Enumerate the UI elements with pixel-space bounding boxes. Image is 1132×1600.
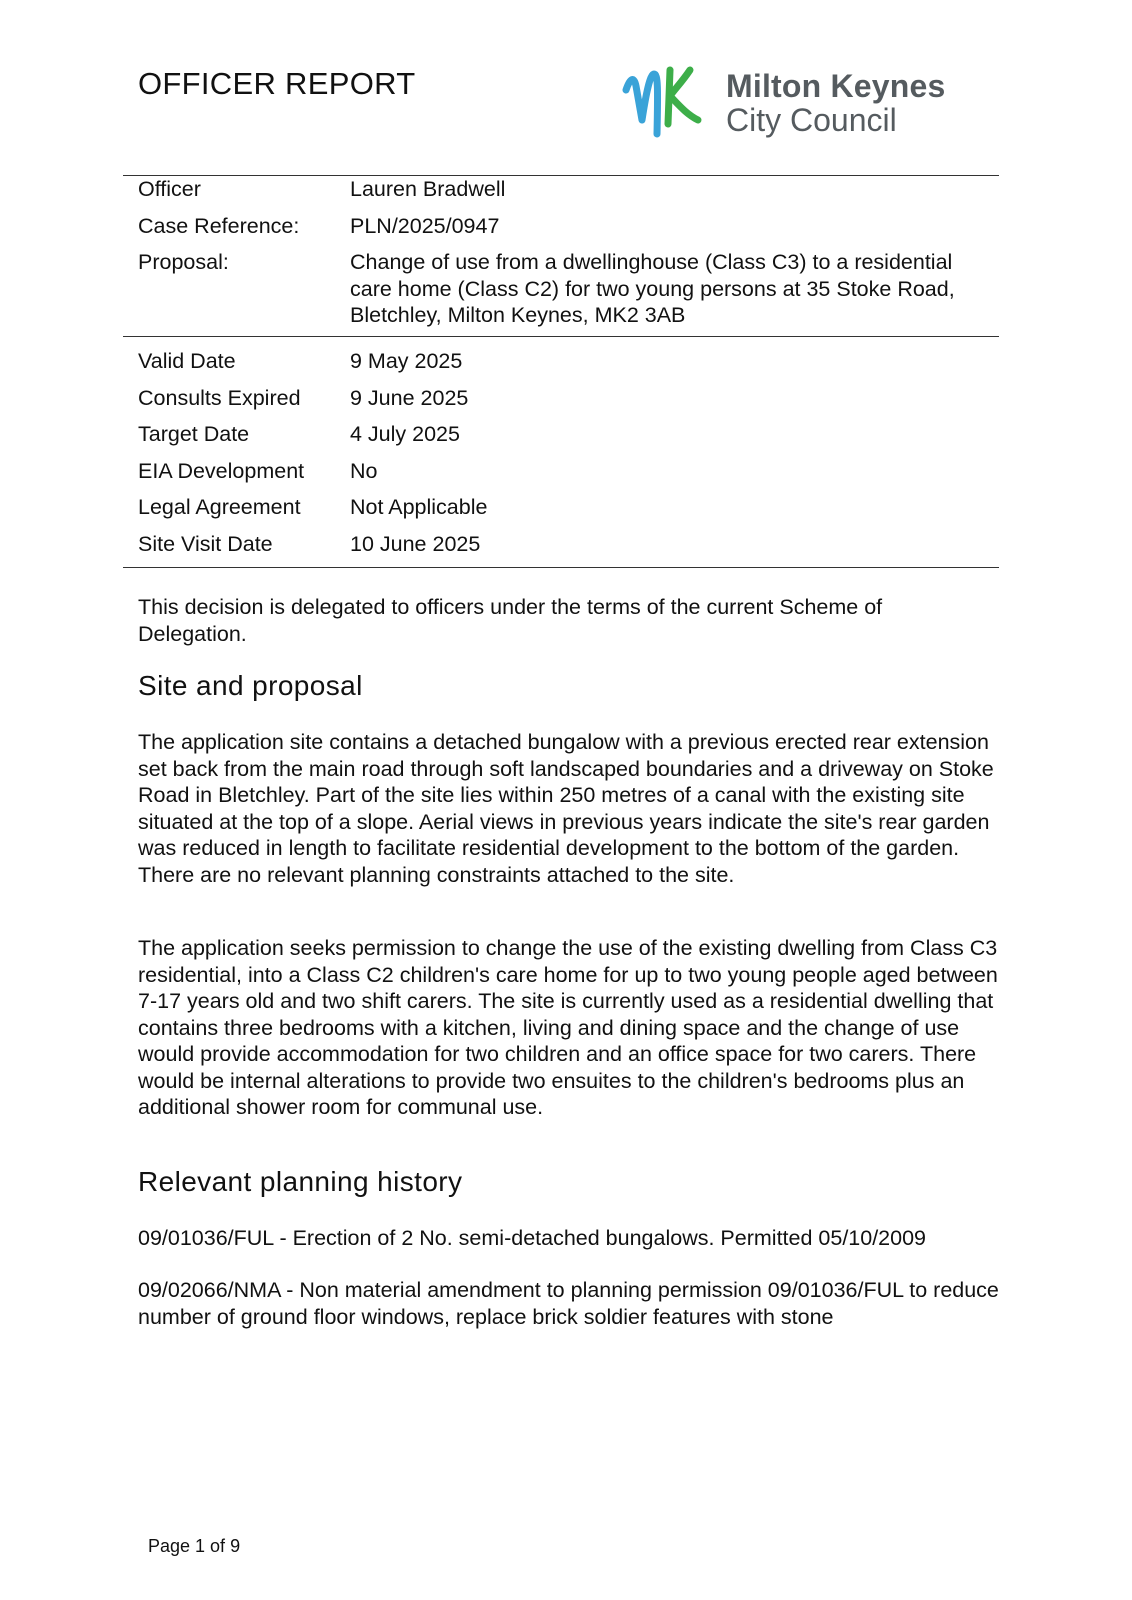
detail-value: Not Applicable: [350, 495, 488, 519]
detail-row: [138, 176, 990, 203]
detail-label: Valid Date: [138, 349, 236, 373]
divider: [123, 336, 999, 337]
history-item: 09/01036/FUL - Erection of 2 No. semi-detached bungalows. Permitted 05/10/2009: [138, 1226, 927, 1250]
detail-value: Change of use from a dwellinghouse (Class C3) to a residential care home (Class C2) for two young persons at 35 Stoke Road, Bletchley, Milton Keynes, MK2 3AB: [350, 250, 955, 327]
case-details: [138, 176, 990, 329]
detail-row: [138, 531, 990, 558]
delegation-statement: This decision is delegated to officers under the terms of the current Scheme of Delegation.: [138, 595, 883, 646]
detail-row: [138, 421, 990, 448]
detail-value: 9 June 2025: [350, 385, 469, 410]
page-number: Page 1 of 9: [148, 1536, 241, 1556]
detail-label: Proposal:: [138, 250, 229, 274]
detail-value: No: [350, 458, 378, 483]
page-title: OFFICER REPORT: [138, 66, 416, 101]
logo-name: Milton Keynes: [726, 68, 946, 104]
detail-label: Target Date: [138, 422, 250, 446]
detail-row: [138, 458, 990, 485]
logo-subtitle: City Council: [726, 102, 897, 138]
section-heading: Relevant planning history: [138, 1166, 463, 1197]
detail-row: [138, 213, 990, 240]
detail-label: Consults Expired: [138, 385, 301, 410]
detail-row: [138, 249, 990, 329]
paragraph: The application site contains a detached bungalow with a previous erected rear extension set back from the main road through soft landscaped boundaries and a driveway on Stoke Road in Bletchley. Part of the site lies within 250 metres of a canal with the existing site situated at the top of a slope. Aerial views in previous years indicate the site's rear garden was reduced in length to facilitate residential development to the bottom of the garden. There are no relevant planning constraints attached to the site.: [138, 730, 994, 887]
detail-label: Officer: [138, 177, 201, 201]
section-heading: Site and proposal: [138, 670, 363, 701]
date-details: [138, 348, 990, 557]
detail-label: Case Reference:: [138, 213, 300, 238]
detail-label: Legal Agreement: [138, 495, 301, 519]
detail-value: PLN/2025/0947: [350, 213, 500, 238]
mk-logo-icon: [620, 64, 720, 144]
paragraph: The application seeks permission to change the use of the existing dwelling from Class C3 residential, into a Class C2 children's care home for up to two young people aged between 7-17 years old and two shift carers. The site is currently used as a residential dwelling that contains three bedrooms with a kitchen, living and dining space and the change of use would provide accommodation for two children and an office space for two carers. There would be internal alterations to provide two ensuites to the children's bedrooms plus an additional shower room for communal use.: [138, 936, 998, 1119]
detail-value: 4 July 2025: [350, 422, 460, 446]
detail-value: Lauren Bradwell: [350, 177, 506, 201]
divider: [123, 567, 999, 568]
detail-row: [138, 348, 990, 375]
detail-label: EIA Development: [138, 458, 305, 483]
detail-row: [138, 385, 990, 412]
council-logo: [620, 64, 1000, 144]
detail-label: Site Visit Date: [138, 531, 273, 556]
detail-value: 9 May 2025: [350, 349, 463, 373]
history-item: 09/02066/NMA - Non material amendment to planning permission 09/01036/FUL to reduce number of ground floor windows, replace brick soldier features with stone: [138, 1278, 999, 1329]
detail-row: [138, 494, 990, 521]
detail-value: 10 June 2025: [350, 531, 481, 556]
